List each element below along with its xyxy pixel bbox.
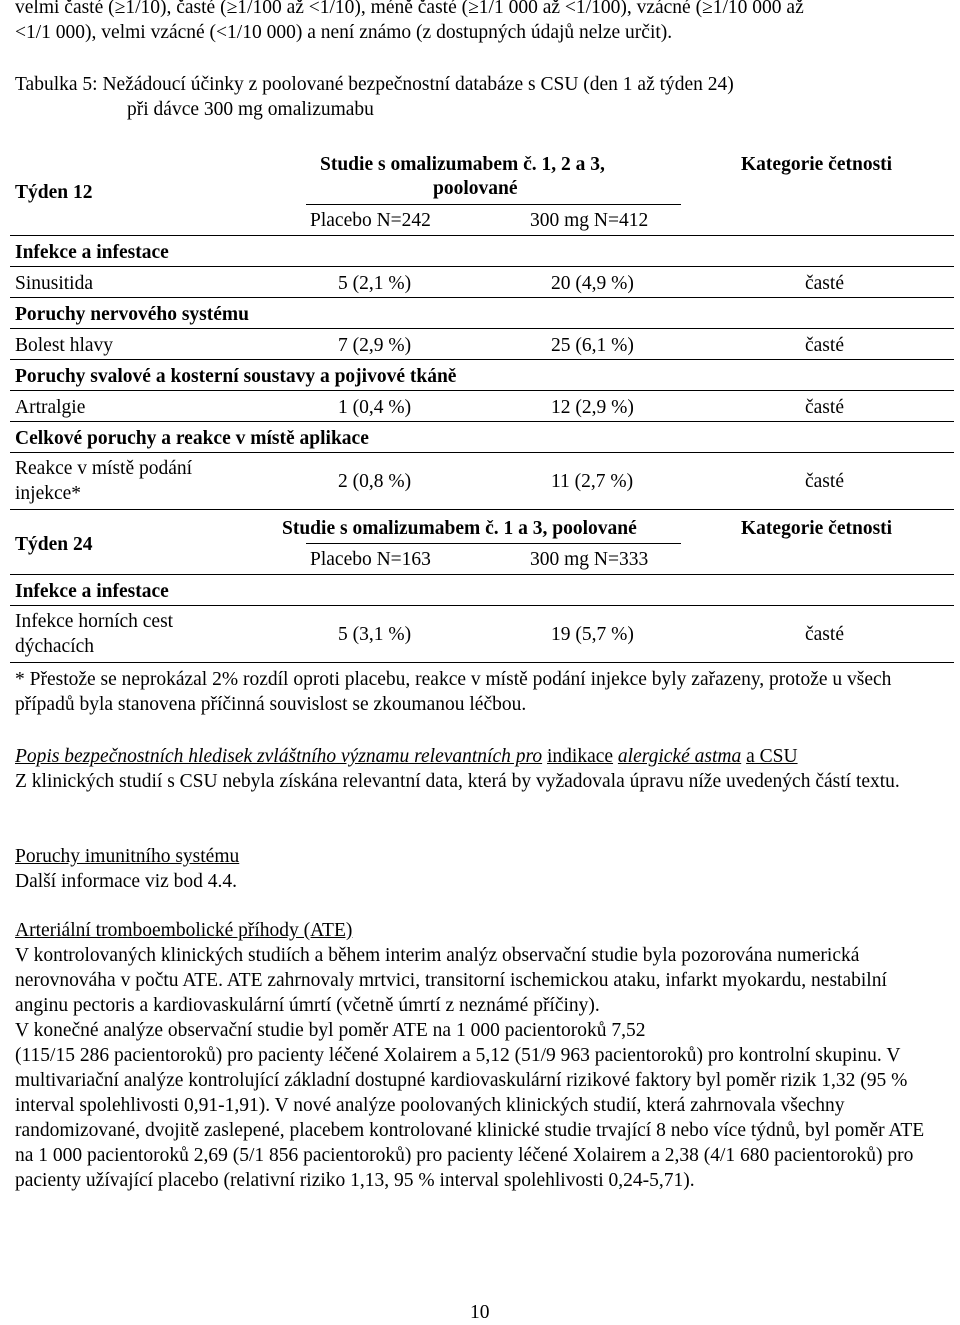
table-rule [10, 390, 954, 391]
category-heading: Infekce a infestace [15, 242, 169, 263]
dose-value: 12 (2,9 %) [551, 397, 634, 418]
week-24-frequency-header: Kategorie četnosti [741, 518, 893, 539]
heading-part: alergické astma [617, 746, 742, 767]
frequency-value: časté [805, 273, 844, 294]
table-rule [10, 266, 954, 267]
section-heading-ate: Arteriální tromboembolické příhody (ATE) [15, 920, 353, 941]
section-ate-paragraph-2-line-1: V konečné analýze observační studie byl poměr ATE na 1 000 pacientoroků 7,52 [15, 1020, 646, 1041]
table-rule [10, 235, 954, 236]
intro-line-2: <1/1 000), velmi vzácné (<1/10 000) a není známo (z dostupných údajů nelze určit). [15, 22, 673, 43]
week-12-placebo-header: Placebo N=242 [310, 210, 431, 231]
frequency-value: časté [805, 471, 844, 492]
table-caption-line-1: Tabulka 5: Nežádoucí účinky z poolované bezpečnostní databáze s CSU (den 1 až týden 24) [15, 74, 734, 95]
dose-value: 20 (4,9 %) [551, 273, 634, 294]
adverse-event-term: Bolest hlavy [15, 335, 114, 356]
adverse-event-term-line-2: injekce* [15, 483, 82, 504]
adverse-event-term-line-2: dýchacích [15, 636, 95, 657]
heading-part: Popis bezpečnostních hledisek zvláštního významu relevantních pro [15, 746, 543, 767]
table-rule [10, 662, 954, 663]
dose-value: 19 (5,7 %) [551, 624, 634, 645]
table-caption-line-2: při dávce 300 mg omalizumabu [127, 99, 374, 120]
week-24-label: Týden 24 [15, 534, 93, 555]
week-12-dose-header: 300 mg N=412 [530, 210, 649, 231]
week-24-placebo-header: Placebo N=163 [310, 549, 431, 570]
dose-value: 11 (2,7 %) [551, 471, 634, 492]
category-heading: Celkové poruchy a reakce v místě aplikace [15, 428, 369, 449]
placebo-value: 5 (3,1 %) [338, 624, 412, 645]
heading-part: indikace [546, 746, 614, 767]
section-ate-paragraph-1: V kontrolovaných klinických studiích a během interim analýz observační studie byla pozorována numerická nerovnováha v počtu ATE. ATE zahrnovaly mrtvici, transitorní ischemickou ataku, infarkt myokardu, nestabilní anginu pectoris a kardiovaskulární úmrtí (včetně úmrtí z neznámé příčiny). [15, 945, 887, 1016]
table-rule [10, 421, 954, 422]
table-rule [10, 509, 954, 510]
placebo-value: 2 (0,8 %) [338, 471, 412, 492]
week-12-studies-header-line-1: Studie s omalizumabem č. 1, 2 a 3, [320, 154, 605, 175]
section-heading-immune: Poruchy imunitního systému [15, 846, 240, 867]
frequency-value: časté [805, 397, 844, 418]
section-immune-text: Další informace viz bod 4.4. [15, 871, 238, 892]
category-heading: Poruchy nervového systému [15, 304, 249, 325]
week-12-label: Týden 12 [15, 182, 93, 203]
placebo-value: 1 (0,4 %) [338, 397, 412, 418]
dose-value: 25 (6,1 %) [551, 335, 634, 356]
table-rule [10, 297, 954, 298]
frequency-value: časté [805, 624, 844, 645]
heading-part: a CSU [746, 746, 798, 767]
placebo-value: 5 (2,1 %) [338, 273, 412, 294]
table-footnote: * Přestože se neprokázal 2% rozdíl oproti placebu, reakce v místě podání injekce byly zařazeny, protože u všech případů byla stanovena příčinná souvislost se zkoumanou léčbou. [15, 669, 892, 715]
week-12-subheader-divider [306, 204, 681, 205]
week-24-dose-header: 300 mg N=333 [530, 549, 649, 570]
section-ate-paragraph-2: (115/15 286 pacientoroků) pro pacienty léčené Xolairem a 5,12 (51/9 963 pacientoroků) pro kontrolní skupinu. V multivariační analýze kontrolující základní dostupné kardiovaskulární rizikové faktory byl poměr rizik 1,32 (95 % interval spolehlivosti 0,91-1,91). V nové analýze poolovaných klinických studií, která zahrnovala všechny randomizované, dvojitě zaslepené, placebem kontrolované klinické studie trvající 8 nebo více týdnů, byl poměr ATE na 1 000 pacientoroků 2,69 (5/1 856 pacientoroků) pro pacienty léčené Xolairem a 2,38 (4/1 680 pacientoroků) pro pacienty užívající placebo (relativní riziko 1,13, 95 % interval spolehlivosti 0,24-5,71). [15, 1045, 925, 1191]
adverse-event-term-line-1: Infekce horních cest [15, 611, 174, 632]
category-heading: Poruchy svalové a kosterní soustavy a pojivové tkáně [15, 366, 457, 387]
table-rule [10, 605, 954, 606]
category-heading: Infekce a infestace [15, 581, 169, 602]
week-24-studies-header: Studie s omalizumabem č. 1 a 3, poolované [282, 518, 637, 539]
adverse-event-term: Sinusitida [15, 273, 94, 294]
table-rule [10, 328, 954, 329]
adverse-event-term: Artralgie [15, 397, 86, 418]
table-rule [10, 452, 954, 453]
frequency-value: časté [805, 335, 844, 356]
week-12-studies-header-line-2: poolované [433, 178, 518, 199]
intro-line-1: velmi časté (≥1/10), časté (≥1/100 až <1/10), méně časté (≥1/1 000 až <1/100), vzácné (≥1/10 000 až [15, 0, 804, 18]
section-heading-safety [15, 744, 798, 769]
table-rule [10, 574, 954, 575]
adverse-event-term-line-1: Reakce v místě podání [15, 458, 193, 479]
week-24-subheader-divider [306, 543, 681, 544]
week-12-frequency-header: Kategorie četnosti [741, 154, 893, 175]
table-rule [10, 359, 954, 360]
page-number: 10 [470, 1302, 490, 1323]
section-safety-text: Z klinických studií s CSU nebyla získána relevantní data, která by vyžadovala úpravu níže uvedených částí textu. [15, 771, 900, 792]
placebo-value: 7 (2,9 %) [338, 335, 412, 356]
